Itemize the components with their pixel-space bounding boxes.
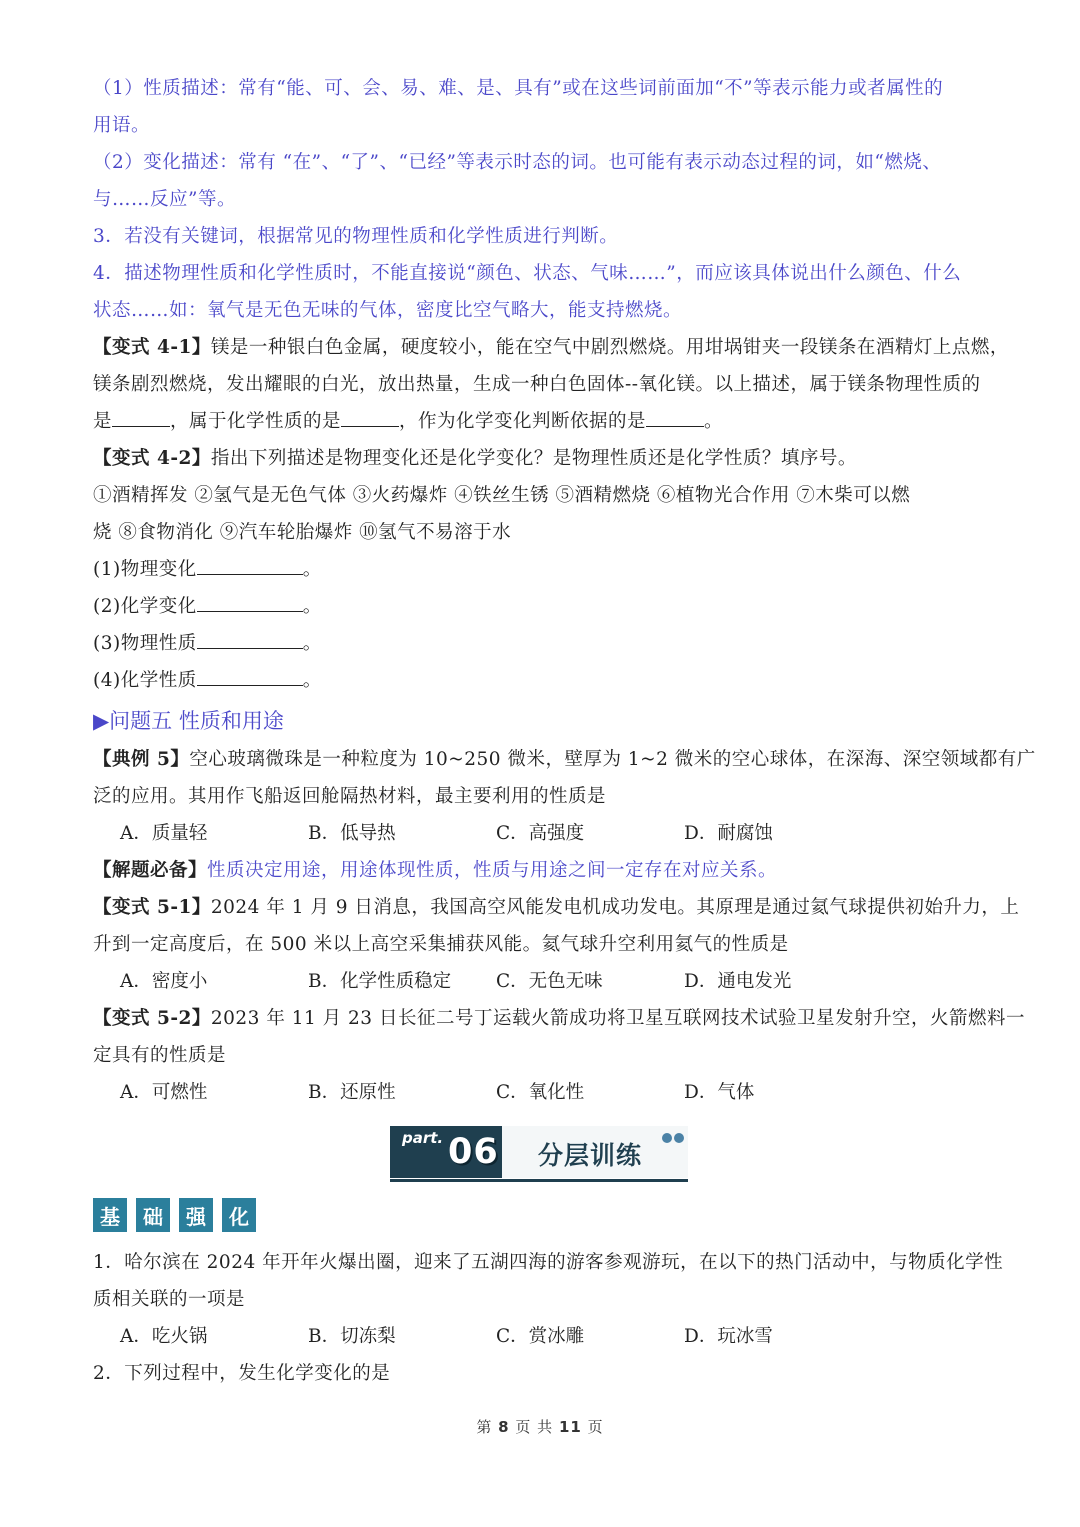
banner-underline [390,1179,688,1182]
example-5-line-1 [93,741,1036,778]
fill-item [93,588,993,625]
level-tag: 强 [179,1198,213,1232]
option-c[interactable]: C．氧化性 [496,1082,585,1103]
variant-4-2-text-3: 烧 ⑧食物消化 ⑨汽车轮胎爆炸 ⑩氢气不易溶于水 [93,522,512,543]
banner-part-label: part. [402,1129,444,1147]
variant-5-2-options [93,1074,993,1111]
answer-blank[interactable] [197,554,303,575]
option-d[interactable]: D．耐腐蚀 [684,823,773,844]
variant-4-1-text-3b: ，属于化学性质的是 [170,411,342,432]
option-a[interactable]: A．可燃性 [120,1082,208,1103]
variant-5-1-line-1 [93,889,1020,926]
example-5-text-1: 空心玻璃微珠是一种粒度为 10~250 微米，壁厚为 1~2 微米的空心球体，在深海、深空领域都有广 [189,749,1036,770]
tip-line [93,852,993,889]
variant-5-2-line-1 [93,1000,1025,1037]
fill-item [93,625,993,662]
variant-5-1-text-1: 2024 年 1 月 9 日消息，我国高空风能发电机成功发电。其原理是通过氦气球提供初始升力，上 [210,897,1020,918]
question-1-text-2: 质相关联的一项是 [93,1289,246,1310]
part-06-banner [390,1126,688,1182]
variant-4-1-line-3 [93,403,993,440]
option-c[interactable]: C．高强度 [496,823,585,844]
option-b[interactable]: B．还原性 [308,1082,396,1103]
answer-blank[interactable] [341,406,399,427]
question-2-text-1: 2．下列过程中，发生化学变化的是 [93,1363,391,1384]
level-tag: 基 [93,1198,127,1232]
example-5-text-2: 泛的应用。其用作飞船返回舱隔热材料，最主要利用的性质是 [93,786,607,807]
option-b[interactable]: B．化学性质稳定 [308,971,452,992]
footer-text: 页 [587,1418,604,1436]
variant-5-1-text-2: 升到一定高度后，在 500 米以上高空采集捕获风能。氦气球升空利用氦气的性质是 [93,934,789,955]
example-5-label: 【典例 5】 [93,749,190,770]
variant-4-1-text-3d: 。 [704,411,724,432]
tip-label: 【解题必备】 [93,860,208,881]
option-a[interactable]: A．吃火锅 [120,1326,208,1347]
banner-number: 06 [448,1132,499,1172]
fill-item [93,662,993,699]
note-1a: （1）性质描述：常有“能、可、会、易、难、是、具有”或在这些词前面加“不”等表示能力或者属性的 [93,78,944,99]
variant-4-1-text-1: 镁是一种银白色金属，硬度较小，能在空气中剧烈燃烧。用坩埚钳夹一段镁条在酒精灯上点燃， [210,337,1009,358]
option-d[interactable]: D．气体 [684,1082,755,1103]
page-number: 8 [498,1418,510,1436]
fill-item-label: (1)物理变化 [93,559,197,580]
fill-item-label: (3)物理性质 [93,633,197,654]
section-heading-5: ▶问题五 性质和用途 [93,709,284,733]
option-d[interactable]: D．玩冰雪 [684,1326,773,1347]
option-d[interactable]: D．通电发光 [684,971,792,992]
option-a[interactable]: A．质量轻 [120,823,208,844]
variant-4-1-text-2: 镁条剧烈燃烧，发出耀眼的白光，放出热量，生成一种白色固体--氧化镁。以上描述，属于镁条物理性质的 [93,374,981,395]
answer-blank[interactable] [646,406,704,427]
fill-item-end: 。 [302,559,322,580]
answer-blank[interactable] [197,665,303,686]
variant-4-2-label: 【变式 4-2】 [93,448,211,469]
option-b[interactable]: B．切冻梨 [308,1326,396,1347]
variant-5-2-text-1: 2023 年 11 月 23 日长征二号丁运载火箭成功将卫星互联网技术试验卫星发射升空，火箭燃料一 [210,1008,1025,1029]
exercise-content [93,1244,1004,1392]
fill-item-end: 。 [302,670,322,691]
footer-text: 页 共 [515,1418,554,1436]
answer-blank[interactable] [197,591,303,612]
main-content [93,70,1036,1111]
footer-text: 第 [476,1418,493,1436]
level-tag: 础 [136,1198,170,1232]
variant-4-1-text-3c: ，作为化学变化判断依据的是 [399,411,647,432]
option-c[interactable]: C．赏冰雕 [496,1326,585,1347]
option-a[interactable]: A．密度小 [120,971,208,992]
note-1b: 用语。 [93,115,151,136]
banner-title: 分层训练 [538,1141,643,1170]
variant-5-1-options [93,963,993,1000]
note-4b: 状态……如：氧气是无色无味的气体，密度比空气略大，能支持燃烧。 [93,300,683,321]
dots-icon [662,1128,686,1147]
note-2a: （2）变化描述：常有 “在”、“了”、“已经”等表示时态的词。也可能有表示动态过程的词，如“燃烧、 [93,152,942,173]
note-2b: 与……反应”等。 [93,189,236,210]
variant-5-2-text-2: 定具有的性质是 [93,1045,227,1066]
question-1-text-1: 1．哈尔滨在 2024 年开年火爆出圈，迎来了五湖四海的游客参观游玩，在以下的热门活动中，与物质化学性 [93,1252,1004,1273]
variant-4-1-text-3a: 是 [93,411,113,432]
note-3: 3．若没有关键词，根据常见的物理性质和化学性质进行判断。 [93,226,619,247]
example-5-options [93,815,993,852]
variant-5-1-label: 【变式 5-1】 [93,897,211,918]
note-4a: 4．描述物理性质和化学性质时，不能直接说“颜色、状态、气味……”，而应该具体说出什么颜色、什么 [93,263,962,284]
variant-4-1-label: 【变式 4-1】 [93,337,211,358]
variant-4-2-line-1 [93,440,993,477]
tip-text: 性质决定用途，用途体现性质，性质与用途之间一定存在对应关系。 [207,860,778,881]
level-tags [93,1198,265,1232]
question-1-options [93,1318,993,1355]
page-footer [0,1416,1080,1437]
page-total: 11 [558,1418,582,1436]
answer-blank[interactable] [197,628,303,649]
fill-item-end: 。 [302,633,322,654]
level-tag: 化 [222,1198,256,1232]
option-c[interactable]: C．无色无味 [496,971,603,992]
fill-item-label: (2)化学变化 [93,596,197,617]
variant-4-1-line-1 [93,329,1009,366]
option-b[interactable]: B．低导热 [308,823,396,844]
variant-4-2-text-2: ①酒精挥发 ②氢气是无色气体 ③火药爆炸 ④铁丝生锈 ⑤酒精燃烧 ⑥植物光合作用 ⑦木柴可以燃 [93,485,911,506]
fill-item-end: 。 [302,596,322,617]
variant-5-2-label: 【变式 5-2】 [93,1008,211,1029]
fill-item [93,551,993,588]
answer-blank[interactable] [112,406,170,427]
fill-item-label: (4)化学性质 [93,670,197,691]
variant-4-2-text-1: 指出下列描述是物理变化还是化学变化？是物理性质还是化学性质？填序号。 [210,448,857,469]
